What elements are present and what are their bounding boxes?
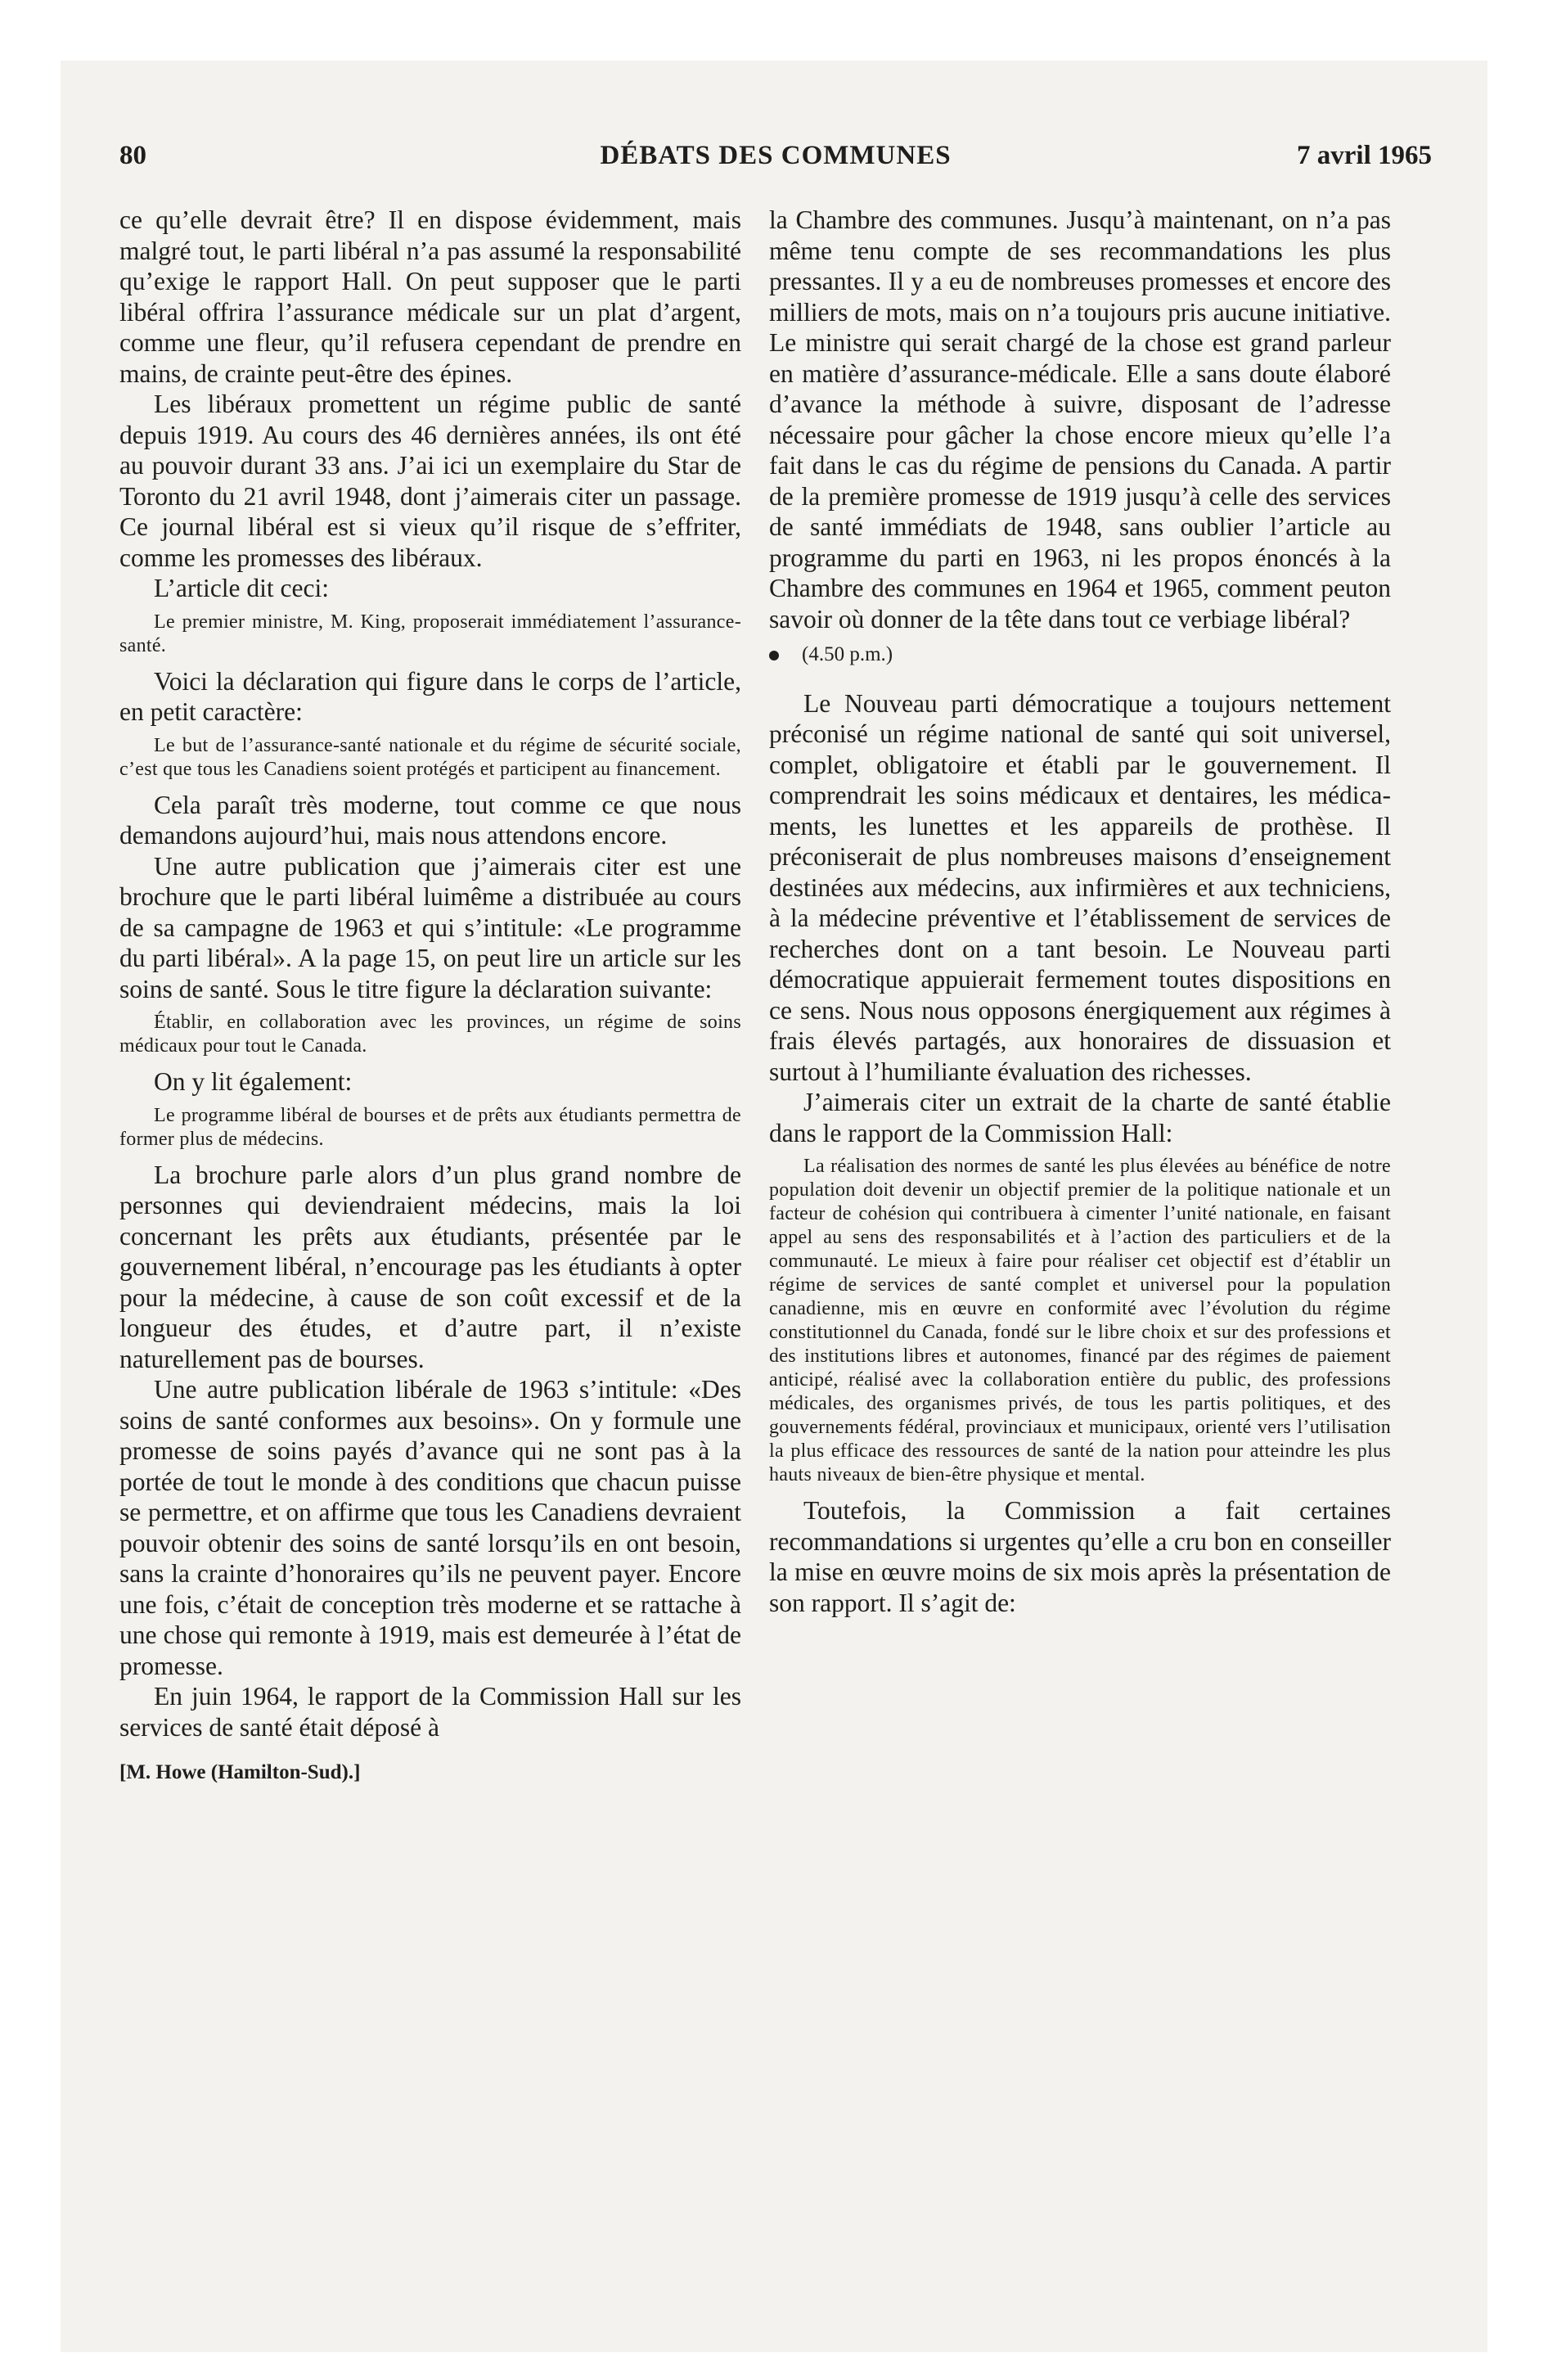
bullet-icon: [769, 651, 779, 660]
quotation: Le premier ministre, M. King, proposerait immédiatement l’assurance-santé.: [119, 611, 741, 656]
speaker-attribution: [M. Howe (Hamilton-Sud).]: [119, 1761, 361, 1783]
paragraph: J’aimerais citer un extrait de la charte de santé établie dans le rapport de la Commission Hall:: [769, 1088, 1391, 1147]
publication-title: DÉBATS DES COMMUNES: [600, 141, 952, 170]
paragraph: La brochure parle alors d’un plus grand nombre de personnes qui deviendraient médecins, mais la loi concernant les prêts aux étudiants, présentée par le gouvernement libéral, n’encourage pas les étudiants à opter pour la médecine, à cause de son coût excessif et de la longueur des études, et d’autre part, il n’existe naturellement pas de bourses.: [119, 1160, 741, 1373]
paragraph: Voici la déclaration qui figure dans le corps de l’article, en petit caractère:: [119, 666, 741, 726]
paragraph: Cela paraît très moderne, tout comme ce que nous demandons aujourd’hui, mais nous attendons encore.: [119, 790, 741, 850]
session-date: 7 avril 1965: [1297, 141, 1432, 170]
page-number: 80: [119, 141, 146, 170]
paragraph: En juin 1964, le rapport de la Commission Hall sur les services de santé était déposé à: [119, 1682, 741, 1742]
paragraph: Une autre publication libérale de 1963 s’intitule: «Des soins de santé conformes aux besoins». On y formule une promesse de soins payés d’avance qui ne sont pas à la portée de tout le monde à des conditions que chacun puisse se permettre, et on affirme que tous les Canadiens devraient pouvoir obtenir des soins de santé lorsqu’ils en ont besoin, sans la crainte d’honoraires qu’ils ne peuvent payer. Encore une fois, c’était de conception très moderne et se rattache à une chose qui remonte à 1919, mais est demeurée à l’état de promesse.: [119, 1375, 741, 1680]
paragraph: ce qu’elle devrait être? Il en dispose évidemment, mais malgré tout, le parti libéral n’a pas assumé la responsabilité qu’exige le rapport Hall. On peut supposer que le parti libéral offrira l’assurance médicale sur un plat d’argent, comme une fleur, qu’il refusera cependant de prendre en mains, de crainte peut-être des épines.: [119, 205, 741, 388]
quotation: Établir, en collaboration avec les provinces, un régime de soins médicaux pour tout le Canada.: [119, 1012, 741, 1057]
paragraph: Une autre publication que j’aimerais citer est une brochure que le parti libéral luimême a distribuée au cours de sa campagne de 1963 et qui s’intitule: «Le programme du parti libéral». A la page 15, on peut lire un article sur les soins de santé. Sous le titre figure la déclaration suivante:: [119, 851, 741, 1003]
paragraph: Toutefois, la Commission a fait certaines recommandations si urgentes qu’elle a cru bon en conseiller la mise en œuvre moins de six mois après la présentation de son rapport. Il s’agit de:: [769, 1496, 1391, 1617]
time-marker: [769, 639, 1391, 670]
paragraph: L’article dit ceci:: [154, 574, 329, 602]
time-marker-text: (4.50 p.m.): [802, 643, 893, 665]
page-header: [119, 141, 1432, 177]
paragraph: la Chambre des communes. Jusqu’à maintenant, on n’a pas même tenu compte de ses recommandations les plus pressantes. Il y a eu de nombreuses promesses et encore des milliers de mots, mais on n’a toujours pris aucune initiative. Le ministre qui serait chargé de la chose est grand parleur en matière d’assurance-médicale. Elle a sans doute élaboré d’avance la méthode à suivre, disposant de l’adresse nécessaire pour gâcher la chose encore mieux qu’elle l’a fait dans le cas du régime de pensions du Canada. A partir de la première promesse de 1919 jusqu’à celle des services de santé immédiats de 1948, sans oublier l’article au programme du parti en 1963, ni les propos énoncés à la Chambre des communes en 1964 et 1965, comment peuton savoir où donner de la tête dans tout ce verbiage libéral?: [769, 205, 1391, 633]
paragraph: Les libéraux promettent un régime public de santé depuis 1919. Au cours des 46 dernières années, ils ont été au pouvoir durant 33 ans. J’ai ici un exemplaire du Star de Toronto du 21 avril 1948, dont j’aimerais citer un passage. Ce journal libéral est si vieux qu’il risque de s’effriter, comme les promesses des libéraux.: [119, 390, 741, 572]
paragraph: Le Nouveau parti démocratique a toujours nettement préconisé un régime national de santé qui soit universel, complet, obligatoire et établi par le gouvernement. Il comprendrait les soins médicaux et dentaires, les médicaments, les lunettes et les appareils de prothèse. Il préconiserait de plus nombreuses maisons d’enseignement destinées aux médecins, aux infirmières et aux techniciens, à la médecine préventive et l’établissement de services de recherches dont on a tant besoin. Le Nouveau parti démocratique appuierait fermement toutes dispositions en ce sens. Nous nous opposons énergiquement aux régimes à frais élevés partagés, aux honoraires de dissuasion et surtout à l’humiliante évaluation des richesses.: [769, 688, 1391, 1086]
quotation: Le but de l’assurance-santé nationale et du régime de sécurité sociale, c’est que tous les Canadiens soient protégés et participent au financement.: [119, 734, 741, 780]
left-column: [119, 205, 741, 1788]
quotation: La réalisation des normes de santé les plus élevées au bénéfice de notre population doit devenir un objectif premier de la politique nationale et un facteur de cohésion qui contribuera à cimenter l’unité nationale, en faisant appel au sens des responsabilités et à l’action des particuliers et de la communauté. Le mieux à faire pour réaliser cet objectif est d’établir un régime de services de santé complet et universel pour la population canadienne, mis en œuvre en conformité avec l’évolution du régime constitutionnel du Canada, fondé sur le libre choix et sur des professions et des institutions libres et autonomes, financé par des régimes de paiement anticipé, réalisé avec la collaboration entière du public, des professions médicales, des organismes privés, de tous les partis politiques, et des gouvernements fédéral, provinciaux et municipaux, orienté vers l’utilisation la plus efficace des ressources de santé de la nation pour atteindre les plus hauts niveaux de bien-être physique et mental.: [769, 1156, 1391, 1485]
right-column: [769, 205, 1391, 1618]
paragraph: On y lit également:: [154, 1067, 353, 1096]
quotation: Le programme libéral de bourses et de prêts aux étudiants permettra de former plus de médecins.: [119, 1104, 741, 1150]
